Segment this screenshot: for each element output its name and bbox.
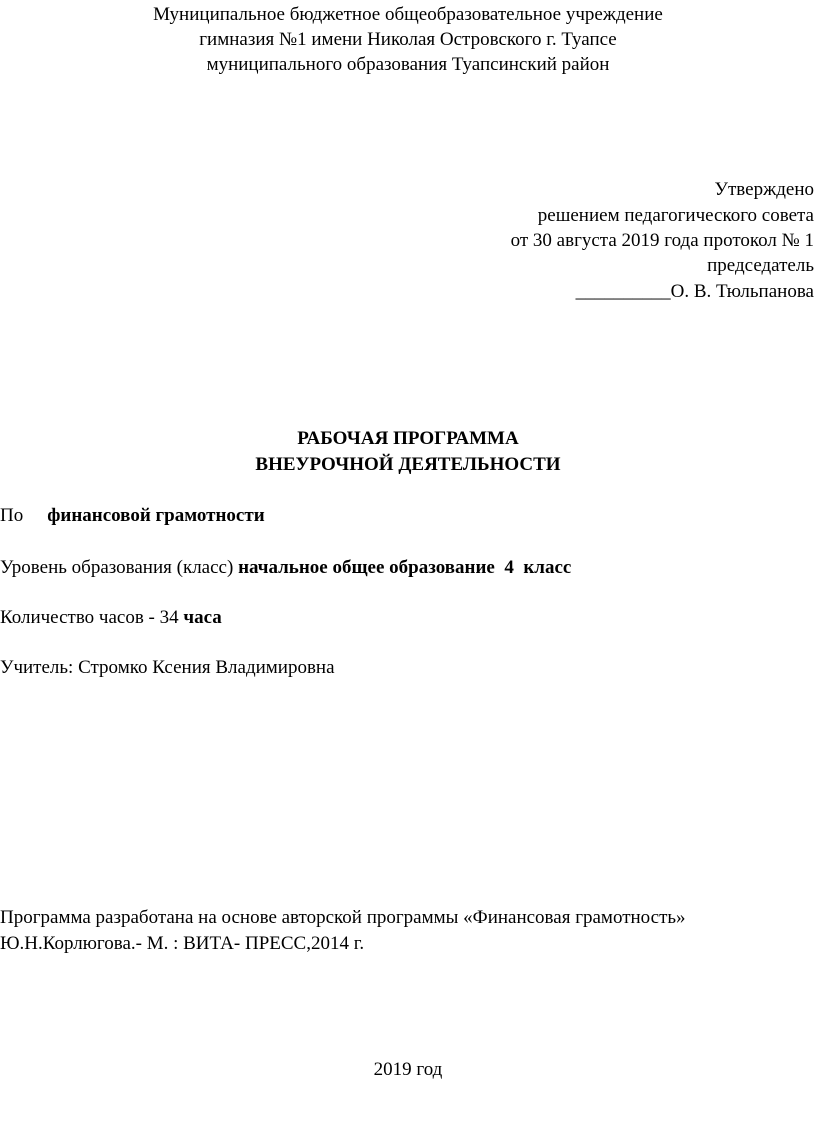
- level-value: начальное общее образование 4 класс: [238, 557, 572, 578]
- school-name-line-3: муниципального образования Туапсинский район: [206, 54, 610, 75]
- teacher-label: Учитель:: [0, 657, 74, 678]
- teacher-value: Стромко Ксения Владимировна: [78, 657, 335, 678]
- hours-value: часа: [183, 607, 222, 628]
- school-name-line-2: гимназия №1 имени Николая Островского г. Туапсе: [199, 29, 617, 50]
- teacher-row: [0, 656, 335, 680]
- approval-council: решением педагогического совета: [537, 205, 814, 226]
- subject-row: [0, 504, 265, 528]
- approval-protocol: от 30 августа 2019 года протокол № 1: [510, 230, 814, 251]
- approval-chair: председатель: [707, 255, 814, 276]
- subject-value: финансовой грамотности: [47, 505, 265, 526]
- document-year: 2019 год: [373, 1059, 443, 1080]
- hours-label: Количество часов - 34: [0, 607, 179, 628]
- hours-row: [0, 606, 222, 630]
- approval-heading: Утверждено: [714, 179, 814, 200]
- document-title-line-1: РАБОЧАЯ ПРОГРАММА: [297, 428, 519, 449]
- basis-line-1: Программа разработана на основе авторской программы «Финансовая грамотность»: [0, 907, 686, 928]
- school-name-line-1: Муниципальное бюджетное общеобразовательное учреждение: [153, 4, 663, 25]
- basis-line-2: Ю.Н.Корлюгова.- М. : ВИТА- ПРЕСС,2014 г.: [0, 933, 365, 954]
- signer-name: О. В. Тюльпанова: [670, 281, 814, 302]
- signature-line: __________: [575, 281, 671, 302]
- level-row: [0, 556, 571, 580]
- level-label: Уровень образования (класс): [0, 557, 234, 578]
- approval-signature: [576, 280, 814, 304]
- document-title-line-2: ВНЕУРОЧНОЙ ДЕЯТЕЛЬНОСТИ: [255, 454, 561, 475]
- subject-label: По: [0, 505, 24, 526]
